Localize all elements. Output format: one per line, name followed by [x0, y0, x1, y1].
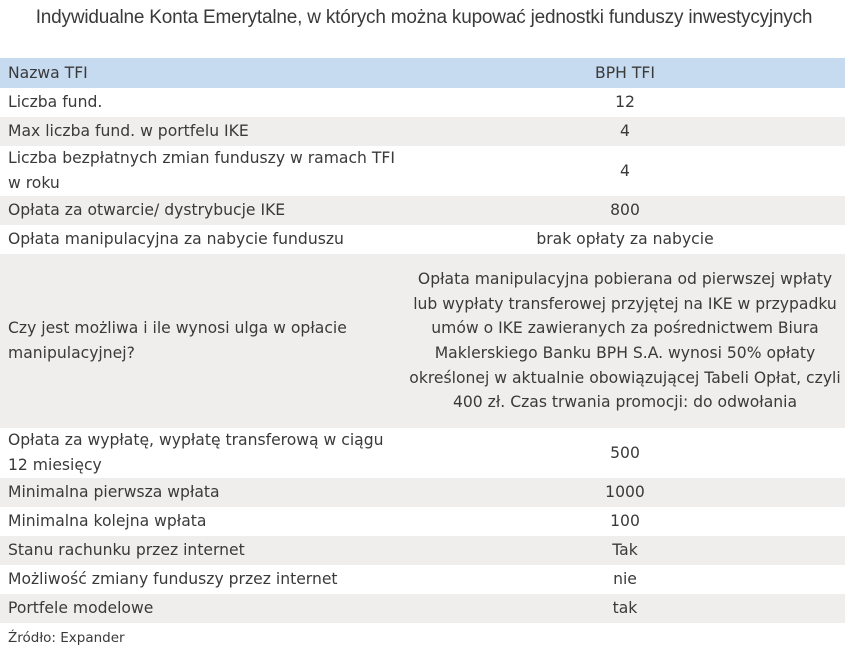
- row-value: 1000: [405, 478, 845, 507]
- row-value: 100: [405, 507, 845, 536]
- row-label: Opłata manipulacyjna za nabycie funduszu: [0, 225, 405, 254]
- row-label: Stanu rachunku przez internet: [0, 536, 405, 565]
- row-value: 12: [405, 88, 845, 117]
- table-row: [0, 146, 845, 196]
- ike-comparison-table: [0, 58, 845, 623]
- table-row: [0, 225, 845, 254]
- row-value: 800: [405, 196, 845, 225]
- row-label: Liczba fund.: [0, 88, 405, 117]
- row-label: Portfele modelowe: [0, 594, 405, 623]
- row-value: tak: [405, 594, 845, 623]
- row-label: Opłata za otwarcie/ dystrybucje IKE: [0, 196, 405, 225]
- table-row: [0, 478, 845, 507]
- table-row: [0, 196, 845, 225]
- header-value: BPH TFI: [405, 58, 845, 88]
- row-value: 500: [405, 428, 845, 478]
- row-label: Możliwość zmiany funduszy przez internet: [0, 565, 405, 594]
- table-row: [0, 507, 845, 536]
- table-header-row: [0, 58, 845, 88]
- table-row: [0, 254, 845, 428]
- row-value: 4: [405, 146, 845, 196]
- row-label: Minimalna kolejna wpłata: [0, 507, 405, 536]
- row-label: Minimalna pierwsza wpłata: [0, 478, 405, 507]
- row-value: Opłata manipulacyjna pobierana od pierwszej wpłaty lub wypłaty transferowej przyjętej na IKE w przypadku umów o IKE zawieranych za pośrednictwem Biura Maklerskiego Banku BPH S.A. wynosi 50% opłaty określonej w aktualnie obowiązującej Tabeli Opłat, czyli 400 zł. Czas trwania promocji: do odwołania: [405, 254, 845, 428]
- row-value: nie: [405, 565, 845, 594]
- row-label: Max liczba fund. w portfelu IKE: [0, 117, 405, 146]
- table-row: [0, 88, 845, 117]
- source-note: Źródło: Expander: [8, 630, 125, 646]
- table-row: [0, 117, 845, 146]
- row-label: Opłata za wypłatę, wypłatę transferową w ciągu 12 miesięcy: [0, 428, 405, 478]
- header-label: Nazwa TFI: [0, 58, 405, 88]
- table-row: [0, 428, 845, 478]
- row-label: Liczba bezpłatnych zmian funduszy w ramach TFI w roku: [0, 146, 405, 196]
- table-row: [0, 536, 845, 565]
- row-label: Czy jest możliwa i ile wynosi ulga w opłacie manipulacyjnej?: [0, 254, 405, 428]
- table-row: [0, 594, 845, 623]
- table-title: Indywidualne Konta Emerytalne, w których można kupować jednostki funduszy inwestycyjnych: [35, 7, 813, 28]
- row-value: 4: [405, 117, 845, 146]
- table-row: [0, 565, 845, 594]
- row-value: Tak: [405, 536, 845, 565]
- row-value: brak opłaty za nabycie: [405, 225, 845, 254]
